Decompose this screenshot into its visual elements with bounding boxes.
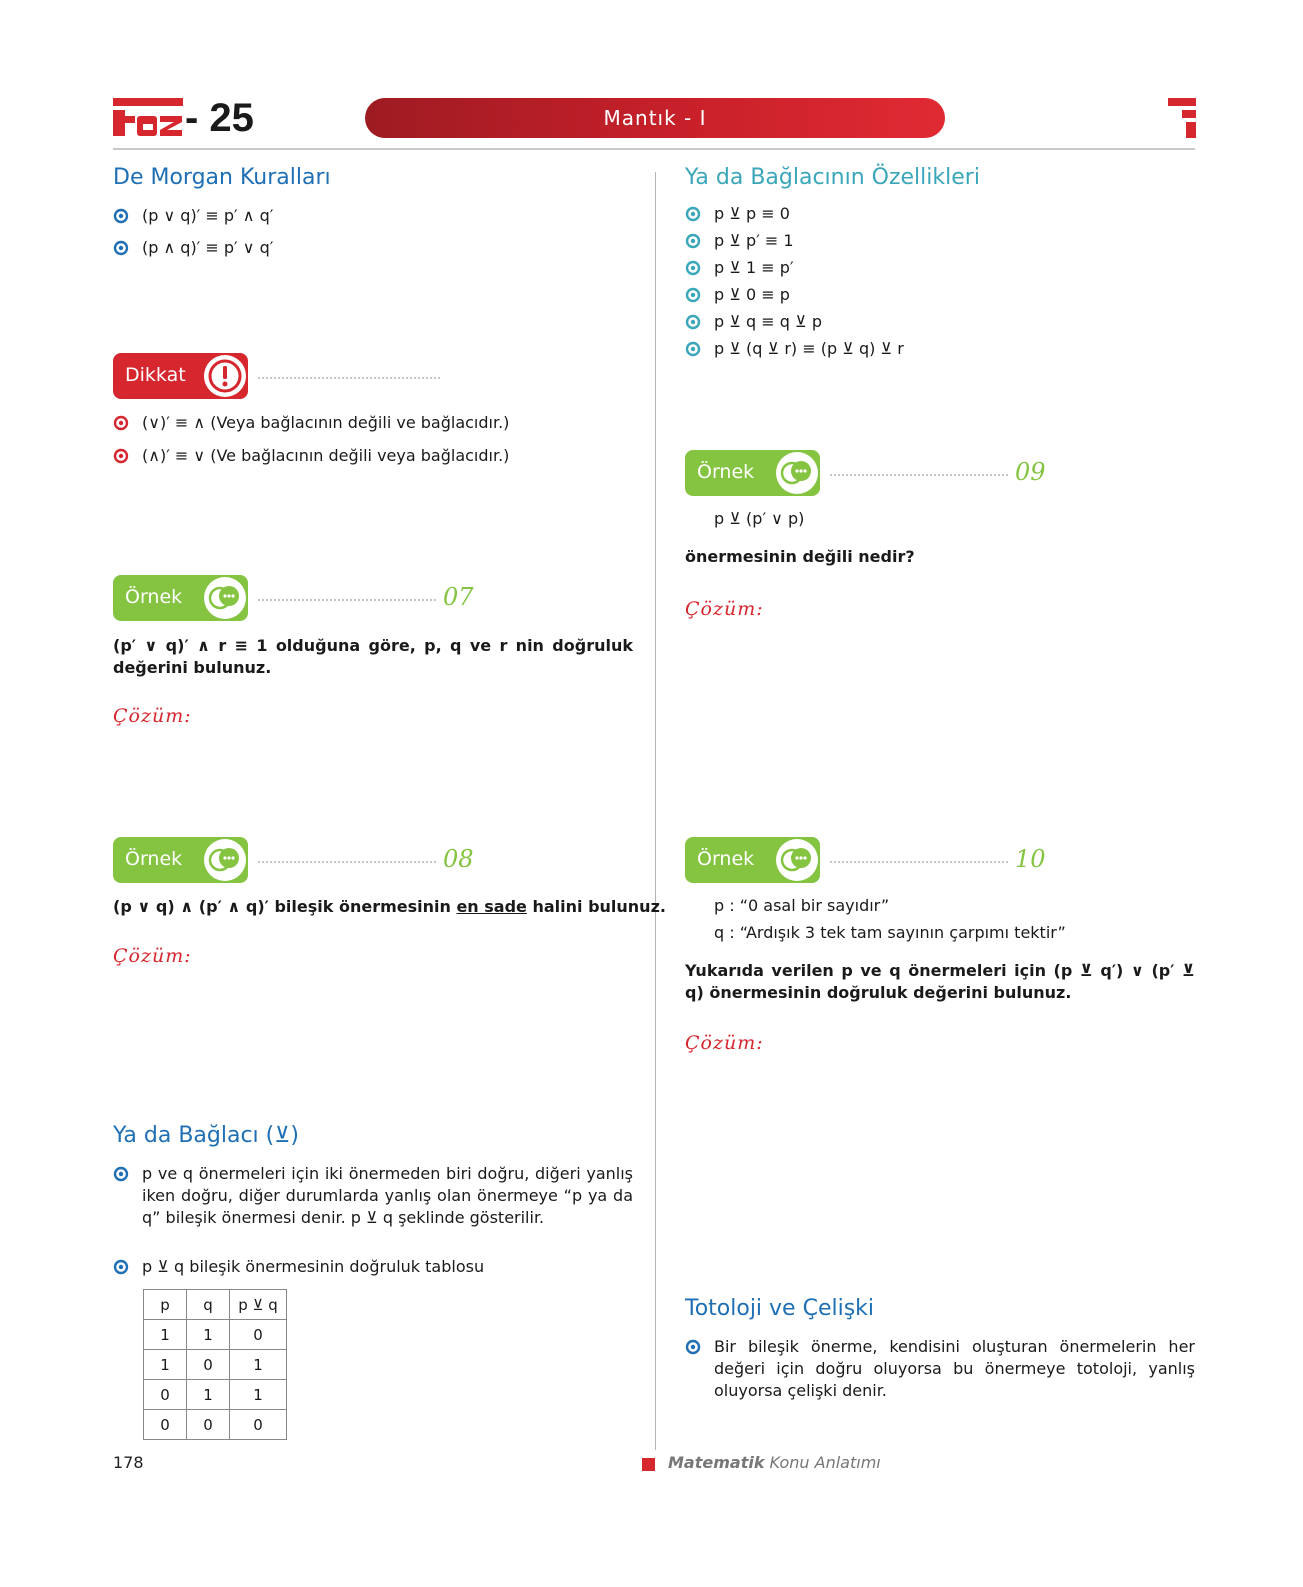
example-number: 09 bbox=[1015, 458, 1046, 486]
table-cell: 0 bbox=[144, 1410, 187, 1440]
bullet-icon bbox=[685, 341, 701, 357]
totoloji-title: Totoloji ve Çelişki bbox=[685, 1296, 875, 1321]
exclamation-icon bbox=[204, 355, 246, 397]
table-header-row bbox=[144, 1290, 287, 1320]
unit-number: - 25 bbox=[185, 96, 254, 140]
table-row bbox=[144, 1320, 287, 1350]
book-title: Matematik Konu Anlatımı bbox=[668, 1453, 881, 1472]
solution-label: Çözüm: bbox=[113, 705, 192, 727]
property-item: p ⊻ (q ⊻ r) ≡ (p ⊻ q) ⊻ r bbox=[685, 338, 1185, 360]
truth-table bbox=[143, 1289, 287, 1440]
dotted-leader bbox=[258, 599, 436, 601]
truth-table-caption: p ⊻ q bileşik önermesinin doğruluk tablosu bbox=[113, 1256, 633, 1278]
example-10-question: Yukarıda verilen p ve q önermeleri için (p ⊻ q′) ∨ (p′ ⊻ q) önermesinin doğruluk değerini bulunuz. bbox=[685, 961, 1195, 1002]
example-label: Örnek bbox=[125, 848, 183, 870]
bullet-icon bbox=[685, 206, 701, 222]
table-cell: 0 bbox=[230, 1320, 287, 1350]
property-item: p ⊻ p ≡ 0 bbox=[685, 203, 1185, 225]
dotted-leader bbox=[258, 861, 436, 863]
table-cell: 1 bbox=[187, 1320, 230, 1350]
example-09-expression: p ⊻ (p′ ∨ p) bbox=[714, 509, 805, 528]
table-row bbox=[144, 1350, 287, 1380]
example-10-badge bbox=[685, 837, 820, 883]
table-cell: 0 bbox=[144, 1380, 187, 1410]
chat-bubbles-icon bbox=[204, 577, 246, 619]
bullet-icon bbox=[685, 260, 701, 276]
example-label: Örnek bbox=[125, 586, 183, 608]
bullet-icon bbox=[113, 1166, 129, 1182]
solution-label: Çözüm: bbox=[685, 1032, 764, 1054]
table-header: q bbox=[187, 1290, 230, 1320]
de-morgan-title: De Morgan Kuralları bbox=[113, 165, 331, 190]
ya-da-definition: p ve q önermeleri için iki önermeden biri doğru, diğeri yanlış iken doğru, diğer durumlarda yanlış olan önermeye “p ya da q” bileşik önermesi denir. p ⊻ q şeklinde gösterilir. bbox=[113, 1163, 633, 1233]
example-09-question: önermesinin değili nedir? bbox=[685, 547, 915, 566]
bullet-icon bbox=[113, 448, 129, 464]
de-morgan-rule-1: (p ∨ q)′ ≡ p′ ∧ q′ bbox=[113, 205, 633, 227]
solution-label: Çözüm: bbox=[685, 598, 764, 620]
bullet-icon bbox=[113, 415, 129, 431]
solution-label: Çözüm: bbox=[113, 945, 192, 967]
totoloji-definition: Bir bileşik önerme, kendisini oluşturan önermelerin her değeri için doğru oluyorsa bu önermeye totoloji, yanlış oluyorsa çelişki denir. bbox=[685, 1336, 1195, 1406]
table-header: p ⊻ q bbox=[230, 1290, 287, 1320]
corner-logo-mark bbox=[1168, 98, 1196, 142]
ya-da-title: Ya da Bağlacı (⊻) bbox=[113, 1123, 299, 1148]
table-cell: 1 bbox=[144, 1320, 187, 1350]
dikkat-item-2: (∧)′ ≡ ∨ (Ve bağlacının değili veya bağlacıdır.) bbox=[113, 445, 633, 467]
bullet-icon bbox=[685, 1339, 701, 1355]
example-number: 10 bbox=[1015, 845, 1046, 873]
bullet-icon bbox=[113, 1259, 129, 1275]
example-08-badge bbox=[113, 837, 248, 883]
dotted-leader bbox=[830, 474, 1008, 476]
underlined-phrase: en sade bbox=[456, 897, 527, 916]
header-divider bbox=[113, 148, 1195, 150]
table-cell: 1 bbox=[230, 1380, 287, 1410]
faz-logo bbox=[113, 98, 183, 136]
chat-bubbles-icon bbox=[776, 452, 818, 494]
example-08-question: (p ∨ q) ∧ (p′ ∧ q)′ bileşik önermesinin en sade halini bulunuz. bbox=[113, 897, 666, 916]
table-header: p bbox=[144, 1290, 187, 1320]
chapter-title: Mantık - I bbox=[365, 98, 945, 138]
chat-bubbles-icon bbox=[204, 839, 246, 881]
properties-title: Ya da Bağlacının Özellikleri bbox=[685, 165, 980, 190]
bullet-icon bbox=[685, 287, 701, 303]
table-cell: 1 bbox=[144, 1350, 187, 1380]
de-morgan-rule-2: (p ∧ q)′ ≡ p′ ∨ q′ bbox=[113, 237, 633, 259]
example-label: Örnek bbox=[697, 848, 755, 870]
example-07-question: (p′ ∨ q)′ ∧ r ≡ 1 olduğuna göre, p, q ve r nin doğruluk değerini bulunuz. bbox=[113, 636, 633, 677]
dikkat-badge bbox=[113, 353, 248, 399]
bullet-icon bbox=[113, 208, 129, 224]
q-statement: q : “Ardışık 3 tek tam sayının çarpımı tektir” bbox=[714, 923, 1066, 942]
footer-square-icon bbox=[642, 1458, 655, 1471]
table-cell: 0 bbox=[187, 1350, 230, 1380]
chat-bubbles-icon bbox=[776, 839, 818, 881]
page-number: 178 bbox=[113, 1453, 144, 1472]
example-number: 07 bbox=[443, 583, 474, 611]
table-cell: 0 bbox=[230, 1410, 287, 1440]
table-cell: 1 bbox=[187, 1380, 230, 1410]
table-cell: 1 bbox=[230, 1350, 287, 1380]
property-item: p ⊻ 0 ≡ p bbox=[685, 284, 1185, 306]
dotted-leader bbox=[830, 861, 1008, 863]
bullet-icon bbox=[685, 314, 701, 330]
dikkat-label: Dikkat bbox=[125, 364, 186, 386]
example-07-badge bbox=[113, 575, 248, 621]
example-label: Örnek bbox=[697, 461, 755, 483]
example-09-badge bbox=[685, 450, 820, 496]
column-divider bbox=[655, 172, 656, 1450]
table-row bbox=[144, 1410, 287, 1440]
example-number: 08 bbox=[443, 845, 474, 873]
property-item: p ⊻ p′ ≡ 1 bbox=[685, 230, 1185, 252]
table-row bbox=[144, 1380, 287, 1410]
p-statement: p : “0 asal bir sayıdır” bbox=[714, 896, 890, 915]
property-item: p ⊻ q ≡ q ⊻ p bbox=[685, 311, 1185, 333]
table-cell: 0 bbox=[187, 1410, 230, 1440]
bullet-icon bbox=[113, 240, 129, 256]
property-item: p ⊻ 1 ≡ p′ bbox=[685, 257, 1185, 279]
dikkat-item-1: (∨)′ ≡ ∧ (Veya bağlacının değili ve bağlacıdır.) bbox=[113, 412, 633, 434]
dotted-leader bbox=[258, 377, 440, 379]
bullet-icon bbox=[685, 233, 701, 249]
